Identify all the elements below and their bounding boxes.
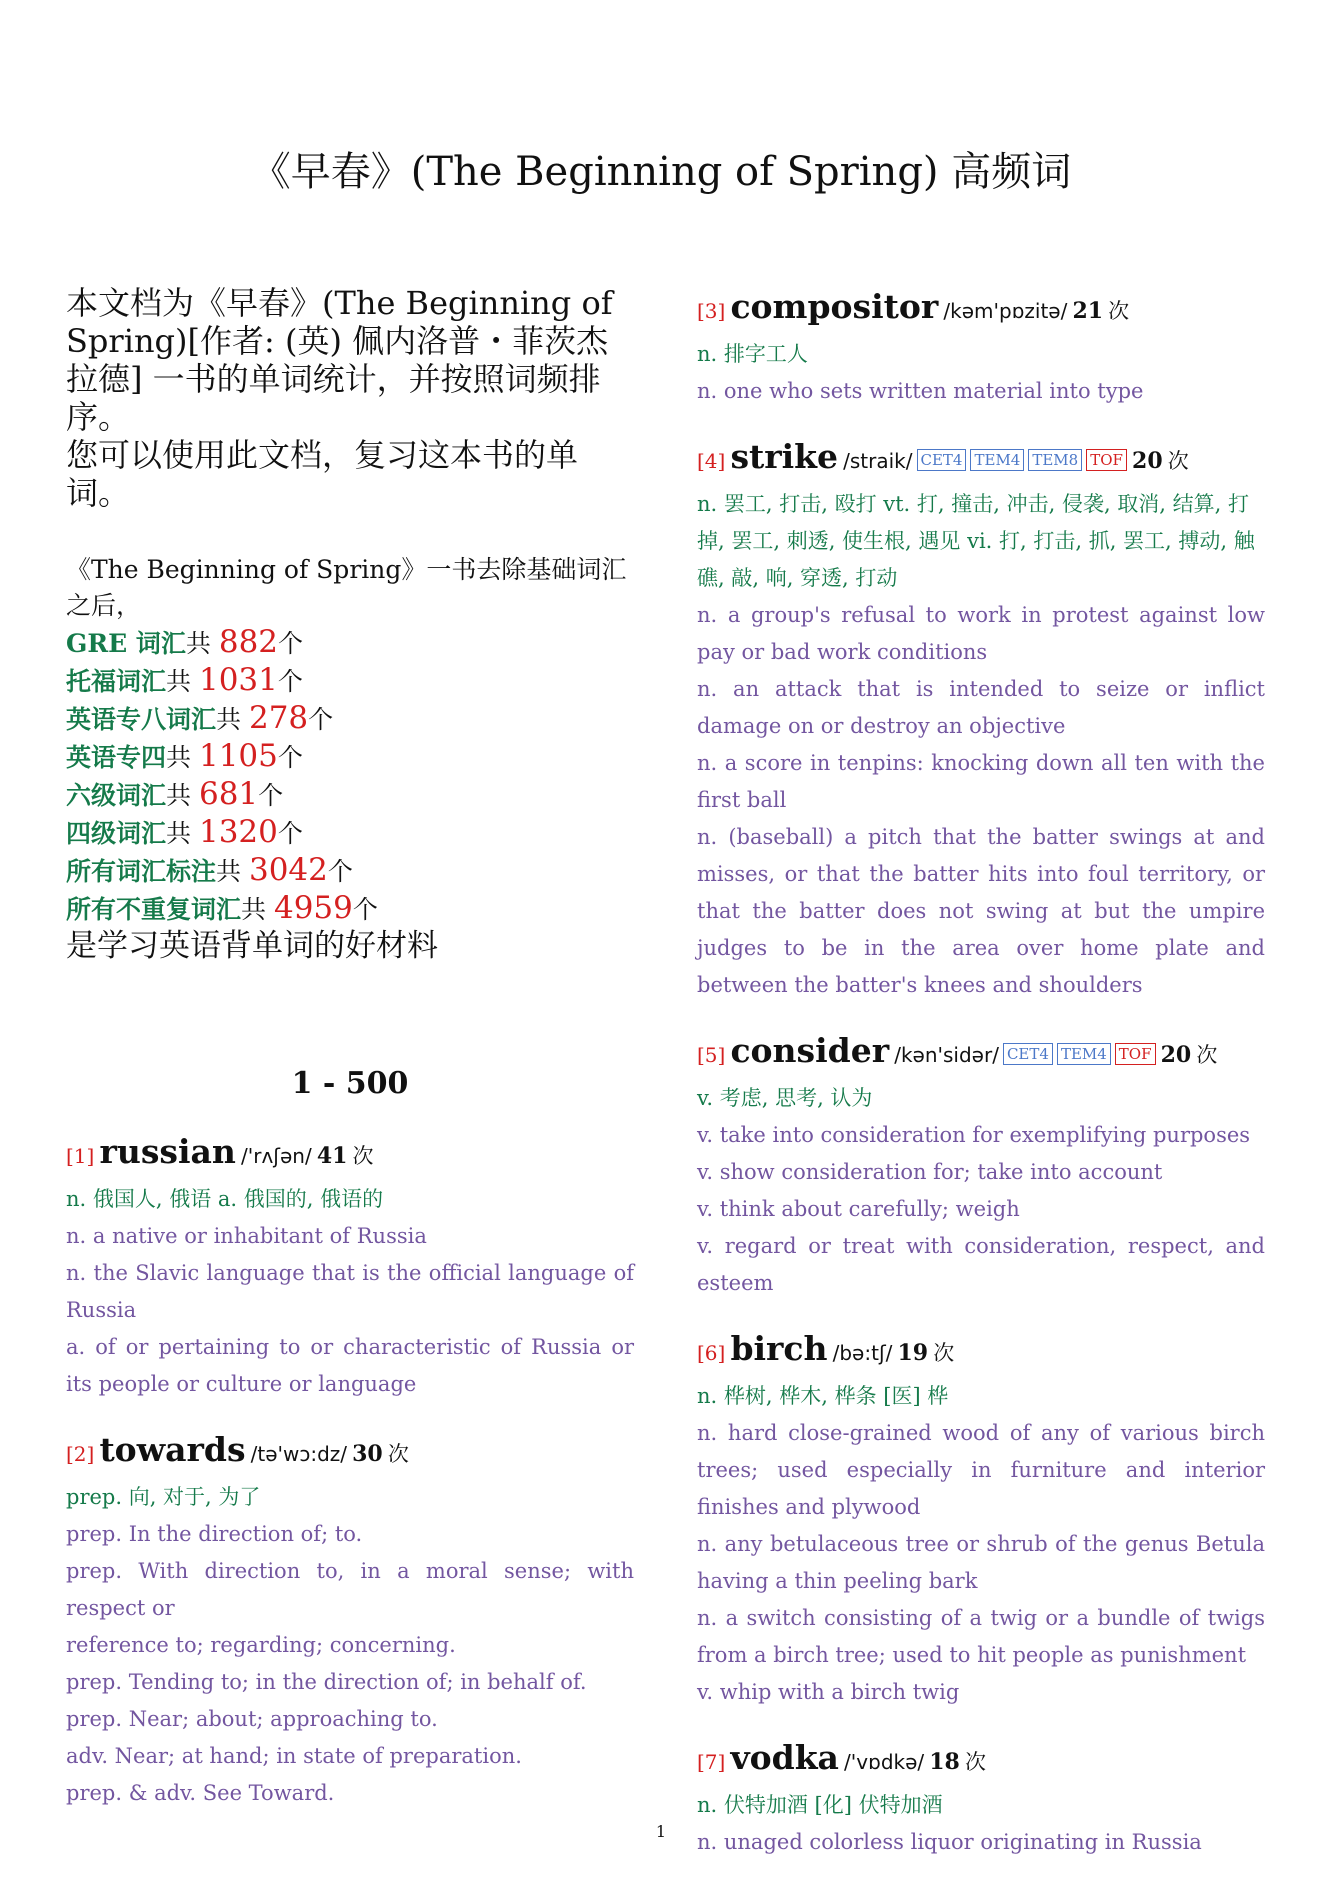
exam-badge: TOF bbox=[1086, 449, 1127, 471]
stat-label: 托福词汇 bbox=[66, 667, 167, 696]
english-definition: n. a switch consisting of a twig or a bundle of twigs from a birch tree; used to hit people as punishment bbox=[697, 1606, 1265, 1667]
stat-mid: 共 bbox=[185, 629, 219, 658]
english-definition: prep. With direction to, in a moral sense; with respect or bbox=[66, 1559, 634, 1620]
stat-number: 1320 bbox=[198, 814, 278, 850]
english-definition: v. whip with a birch twig bbox=[697, 1680, 960, 1704]
chinese-definition: n. 俄国人, 俄语 a. 俄国的, 俄语的 bbox=[66, 1187, 384, 1211]
count-unit: 次 bbox=[964, 1750, 986, 1774]
entry-index: [1] bbox=[66, 1144, 95, 1168]
intro-text bbox=[66, 284, 634, 512]
word-entry bbox=[66, 1427, 634, 1812]
count-unit: 次 bbox=[1167, 449, 1189, 473]
frequency-count: 20 bbox=[1132, 448, 1163, 474]
entry-index: [5] bbox=[697, 1043, 726, 1067]
left-entry-list bbox=[66, 1129, 634, 1812]
entry-index: [2] bbox=[66, 1442, 95, 1466]
headword: compositor bbox=[730, 287, 939, 326]
chinese-definition: n. 排字工人 bbox=[697, 342, 808, 366]
stat-label: 所有词汇标注 bbox=[66, 857, 217, 886]
english-definition: n. unaged colorless liquor originating in Russia bbox=[697, 1830, 1202, 1854]
stat-number: 681 bbox=[198, 776, 259, 812]
stat-mid: 共 bbox=[216, 705, 249, 734]
english-definition: n. the Slavic language that is the official language of Russia bbox=[66, 1261, 634, 1322]
headword: towards bbox=[99, 1430, 246, 1469]
english-definition: v. think about carefully; weigh bbox=[697, 1197, 1020, 1221]
stat-label: 所有不重复词汇 bbox=[66, 895, 242, 924]
word-entry bbox=[697, 1735, 1265, 1861]
english-definition: n. (baseball) a pitch that the batter swings at and misses, or that the batter hits into foul territory, or that the batter does not swing at but the umpire judges to be in the area over home plate and between the batter's knees and shoulders bbox=[697, 825, 1265, 997]
headword: consider bbox=[730, 1031, 890, 1070]
frequency-count: 41 bbox=[316, 1143, 348, 1169]
stat-unit: 个 bbox=[277, 743, 303, 772]
stat-row bbox=[66, 814, 634, 852]
english-definition: reference to; regarding; concerning. bbox=[66, 1633, 456, 1657]
entry-index: [6] bbox=[697, 1341, 726, 1365]
headword: strike bbox=[730, 437, 839, 476]
english-definition: v. take into consideration for exemplifying purposes bbox=[697, 1123, 1251, 1147]
stat-label: 英语专四 bbox=[66, 743, 167, 772]
stat-row bbox=[66, 700, 634, 738]
stat-row bbox=[66, 624, 634, 662]
english-definition: n. hard close-grained wood of any of various birch trees; used especially in furniture and interior finishes and plywood bbox=[697, 1421, 1265, 1519]
english-definition: n. a native or inhabitant of Russia bbox=[66, 1224, 427, 1248]
left-column bbox=[66, 284, 634, 1836]
entry-index: [7] bbox=[697, 1750, 726, 1774]
chinese-definition: v. 考虑, 思考, 认为 bbox=[697, 1086, 873, 1110]
english-definition: n. an attack that is intended to seize or inflict damage on or destroy an objective bbox=[697, 677, 1265, 738]
english-definition: prep. Tending to; in the direction of; in behalf of. bbox=[66, 1670, 587, 1694]
stat-number: 3042 bbox=[248, 852, 328, 888]
english-definition: a. of or pertaining to or characteristic of Russia or its people or culture or language bbox=[66, 1335, 634, 1396]
exam-badge: CET4 bbox=[917, 449, 967, 471]
vocab-summary bbox=[66, 552, 634, 964]
stat-number: 882 bbox=[218, 624, 279, 660]
intro-paragraph-2: 您可以使用此文档，复习这本书的单词。 bbox=[66, 436, 579, 512]
phonetic: /bə:tʃ/ bbox=[832, 1341, 893, 1365]
chinese-definition: prep. 向, 对于, 为了 bbox=[66, 1485, 261, 1509]
phonetic: /straik/ bbox=[843, 449, 913, 473]
english-definition: v. regard or treat with consideration, respect, and esteem bbox=[697, 1234, 1265, 1295]
entry-index: [3] bbox=[697, 299, 726, 323]
stat-mid: 共 bbox=[241, 895, 274, 924]
stat-unit: 个 bbox=[277, 667, 303, 696]
summary-closing: 是学习英语背单词的好材料 bbox=[66, 928, 438, 964]
count-unit: 次 bbox=[387, 1442, 409, 1466]
word-entry bbox=[697, 1028, 1265, 1302]
english-definition: n. a group's refusal to work in protest against low pay or bad work conditions bbox=[697, 603, 1265, 664]
stat-row bbox=[66, 662, 634, 700]
word-entry bbox=[66, 1129, 634, 1403]
word-entry bbox=[697, 284, 1265, 410]
stat-number: 1105 bbox=[198, 738, 278, 774]
headword-line bbox=[697, 284, 1265, 336]
headword-line bbox=[697, 1326, 1265, 1378]
right-entry-list bbox=[697, 284, 1265, 1861]
english-definition: prep. & adv. See Toward. bbox=[66, 1781, 335, 1805]
summary-lead: 《The Beginning of Spring》一书去除基础词汇之后， bbox=[66, 555, 627, 620]
stat-number: 1031 bbox=[198, 662, 278, 698]
stat-row bbox=[66, 738, 634, 776]
exam-badge: TEM4 bbox=[1057, 1043, 1111, 1065]
count-unit: 次 bbox=[352, 1144, 374, 1168]
count-unit: 次 bbox=[933, 1341, 955, 1365]
headword-line bbox=[66, 1427, 634, 1479]
headword-line bbox=[66, 1129, 634, 1181]
phonetic: /kən'sidər/ bbox=[894, 1043, 999, 1067]
word-entry bbox=[697, 434, 1265, 1004]
stat-unit: 个 bbox=[258, 781, 284, 810]
stat-unit: 个 bbox=[277, 819, 303, 848]
stat-number: 4959 bbox=[273, 890, 353, 926]
english-definition: prep. In the direction of; to. bbox=[66, 1522, 363, 1546]
stat-unit: 个 bbox=[278, 629, 304, 658]
headword-line bbox=[697, 1735, 1265, 1787]
count-unit: 次 bbox=[1196, 1043, 1218, 1067]
phonetic: /'vɒdkə/ bbox=[844, 1750, 925, 1774]
phonetic: /'rʌʃən/ bbox=[240, 1144, 312, 1168]
stat-row bbox=[66, 890, 634, 928]
stat-unit: 个 bbox=[308, 705, 334, 734]
exam-badge: TEM4 bbox=[970, 449, 1024, 471]
stat-label: 英语专八词汇 bbox=[66, 705, 217, 734]
stat-row bbox=[66, 852, 634, 890]
page-number: 1 bbox=[655, 1822, 667, 1841]
english-definition: adv. Near; at hand; in state of preparation. bbox=[66, 1744, 522, 1768]
headword: vodka bbox=[730, 1738, 839, 1777]
stat-mid: 共 bbox=[166, 743, 199, 772]
frequency-count: 18 bbox=[929, 1749, 960, 1775]
frequency-count: 20 bbox=[1160, 1042, 1192, 1068]
exam-badge: TOF bbox=[1115, 1043, 1156, 1065]
english-definition: n. one who sets written material into type bbox=[697, 379, 1144, 403]
document-title: 《早春》(The Beginning of Spring) 高频词 bbox=[250, 149, 1072, 195]
english-definition: v. show consideration for; take into account bbox=[697, 1160, 1163, 1184]
exam-badge: TEM8 bbox=[1028, 449, 1082, 471]
right-column bbox=[697, 284, 1265, 1885]
chinese-definition: n. 伏特加酒 [化] 伏特加酒 bbox=[697, 1793, 943, 1817]
entry-index: [4] bbox=[697, 449, 726, 473]
section-heading: 1 - 500 bbox=[291, 1066, 409, 1101]
headword: russian bbox=[99, 1132, 236, 1171]
headword-line bbox=[697, 434, 1265, 486]
headword-line bbox=[697, 1028, 1265, 1080]
english-definition: n. a score in tenpins: knocking down all ten with the first ball bbox=[697, 751, 1265, 812]
stat-row bbox=[66, 776, 634, 814]
stat-label: 四级词汇 bbox=[66, 819, 167, 848]
stat-unit: 个 bbox=[327, 857, 353, 886]
intro-paragraph-1: 本文档为《早春》(The Beginning of Spring)[作者: (英) 佩内洛普・菲茨杰拉德] 一书的单词统计，并按照词频排序。 bbox=[66, 284, 613, 436]
stat-mid: 共 bbox=[216, 857, 249, 886]
headword: birch bbox=[730, 1329, 828, 1368]
stat-label: GRE 词汇 bbox=[66, 629, 186, 658]
frequency-count: 21 bbox=[1072, 298, 1104, 324]
phonetic: /kəm'pɒzitə/ bbox=[943, 299, 1068, 323]
english-definition: prep. Near; about; approaching to. bbox=[66, 1707, 438, 1731]
frequency-count: 19 bbox=[897, 1340, 929, 1366]
english-definition: n. any betulaceous tree or shrub of the genus Betula having a thin peeling bark bbox=[697, 1532, 1265, 1593]
stat-unit: 个 bbox=[352, 895, 378, 924]
exam-badge: CET4 bbox=[1003, 1043, 1053, 1065]
count-unit: 次 bbox=[1108, 299, 1130, 323]
stats-list bbox=[66, 624, 634, 928]
stat-number: 278 bbox=[248, 700, 309, 736]
word-entry bbox=[697, 1326, 1265, 1711]
chinese-definition: n. 桦树, 桦木, 桦条 [医] 桦 bbox=[697, 1384, 949, 1408]
stat-label: 六级词汇 bbox=[66, 781, 167, 810]
stat-mid: 共 bbox=[166, 781, 199, 810]
chinese-definition: n. 罢工, 打击, 殴打 vt. 打, 撞击, 冲击, 侵袭, 取消, 结算, 打掉, 罢工, 刺透, 使生根, 遇见 vi. 打, 打击, 抓, 罢工, 搏动, 触礁, 敲, 响, 穿透, 打动 bbox=[697, 492, 1255, 590]
stat-mid: 共 bbox=[166, 667, 199, 696]
phonetic: /tə'wɔ:dz/ bbox=[250, 1442, 348, 1466]
stat-mid: 共 bbox=[166, 819, 199, 848]
frequency-count: 30 bbox=[352, 1441, 383, 1467]
